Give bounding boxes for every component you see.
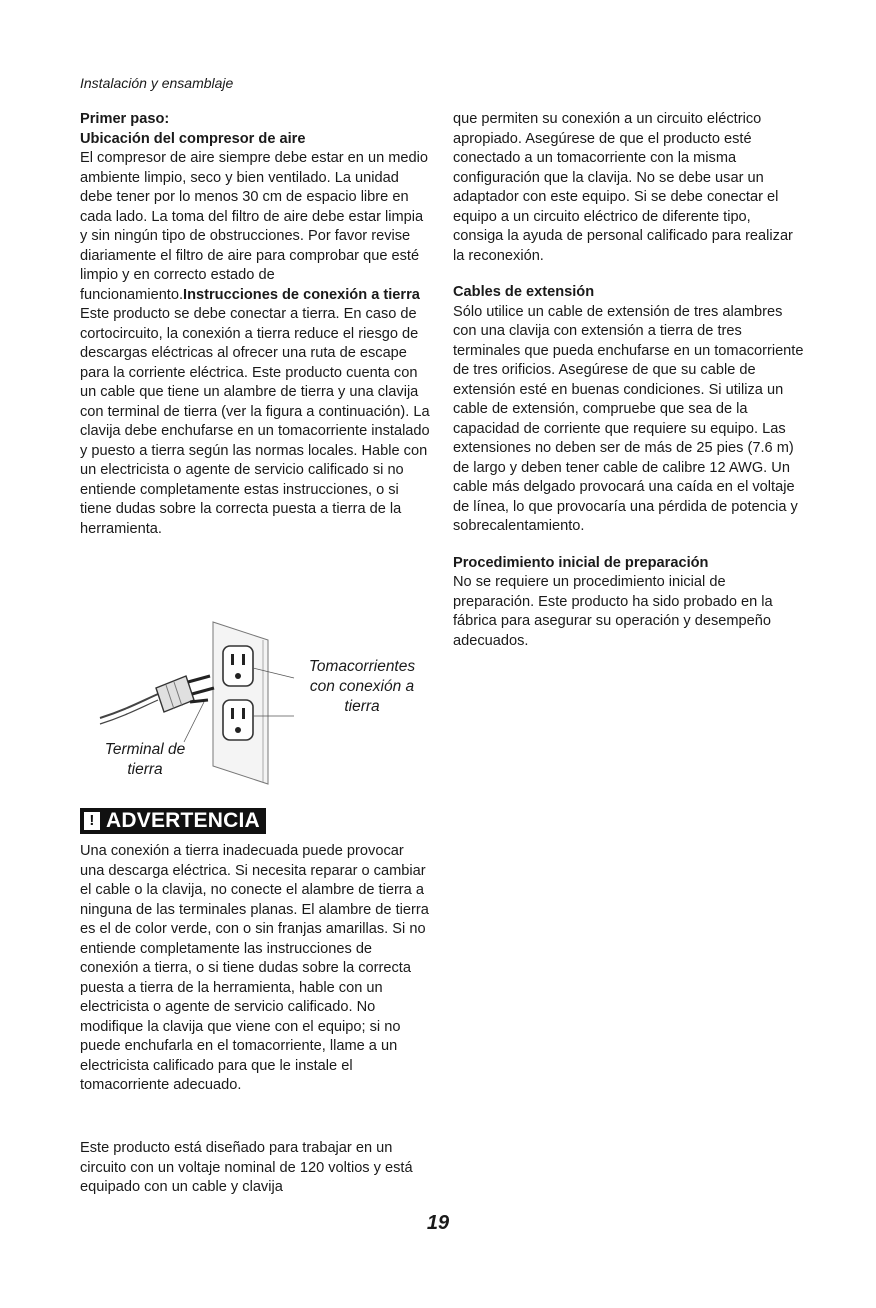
location-paragraph bbox=[80, 149, 432, 305]
outlet-label-line-1: Tomacorrientes bbox=[308, 658, 416, 675]
setup-heading: Procedimiento inicial de preparación bbox=[453, 554, 709, 571]
step-heading: Primer paso: bbox=[80, 111, 170, 127]
grounding-heading: Instrucciones de conexión a tierra bbox=[183, 286, 420, 303]
left-column bbox=[80, 110, 432, 539]
voltage-paragraph: Este producto está diseñado para trabajar en un circuito con un voltaje nominal de 120 voltios y está equipado con un cable y clavija bbox=[80, 1140, 413, 1195]
terminal-label-line-1: Terminal de bbox=[104, 741, 186, 758]
outlet-label-line-2: con conexión a bbox=[309, 678, 415, 695]
grounding-figure bbox=[80, 618, 432, 788]
extension-section bbox=[453, 283, 805, 537]
warning-body: Una conexión a tierra inadecuada puede provocar una descarga eléctrica. Si necesita reparar o cambiar el cable o la clavija, no conecte el alambre de tierra a ninguna de las terminales planas. El alambre de tierra es el de color verde, con o sin franjas amarillas. Si no entiende completamente las instrucciones de conexión a tierra, o si tiene dudas sobre la correcta puesta a tierra de la herramienta, hable con un electricista o agente de servicio calificado. No modifique la clavija que viene con el equipo; si no puede enchufarla en el tomacorriente, llame a un electricista calificado para que le instale el tomacorriente adecuado. bbox=[80, 843, 429, 1093]
outlet-label-line-3: tierra bbox=[344, 698, 380, 715]
setup-body: No se requiere un procedimiento inicial de preparación. Este producto ha sido probado en la fábrica para asegurar su operación y desempeño adecuados. bbox=[453, 574, 773, 649]
outlet-callout bbox=[292, 657, 432, 717]
warning-badge-label: ADVERTENCIA bbox=[106, 809, 260, 832]
section-header: Instalación y ensamblaje bbox=[80, 75, 234, 91]
extension-heading: Cables de extensión bbox=[453, 284, 595, 300]
warning-icon: ! bbox=[84, 812, 100, 830]
terminal-label-line-2: tierra bbox=[127, 761, 163, 778]
location-heading: Ubicación del compresor de aire bbox=[80, 130, 306, 147]
plug-continuation: que permiten su conexión a un circuito eléctrico apropiado. Asegúrese de que el producto esté conectado a un tomacorriente con la misma configuración que la clavija. No se debe usar un adaptador con este equipo. Si se debe conectar el equipo a un circuito eléctrico de diferente tipo, consiga la ayuda de personal calificado para realizar la reconexión. bbox=[453, 111, 793, 264]
extension-body: Sólo utilice un cable de extensión de tres alambres con una clavija con extensión a tierra de tres terminales que pueda enchufarse en un tomacorriente de tres orificios. Asegúrese de que su cable de extensión esté en buenas condiciones. Si utiliza un cable de extensión, compruebe que sea de la capacidad de corriente que requiere su equipo. Las extensiones no deben ser de más de 25 pies (7.6 m) de largo y deben tener cable de calibre 12 AWG. Un cable más delgado provocará una caída en el voltaje de línea, lo que provocaría una pérdida de potencia y sobrecalentamiento. bbox=[453, 303, 804, 534]
setup-section bbox=[453, 554, 805, 652]
warning-badge bbox=[80, 808, 266, 834]
location-body: El compresor de aire siempre debe estar en un medio ambiente limpio, seco y bien ventilado. La unidad debe tener por lo menos 30 cm de espacio libre en cada lado. La toma del filtro de aire debe estar limpia y sin ningún tipo de obstrucciones. Por favor revise diariamente el filtro de aire para comprobar que esté limpio y en correcto estado de funcionamiento. bbox=[80, 150, 428, 303]
terminal-callout bbox=[100, 740, 190, 780]
right-column bbox=[453, 110, 805, 651]
grounding-body: Este producto se debe conectar a tierra. En caso de cortocircuito, la conexión a tierra reduce el riesgo de descargas eléctricas al ofrecer una ruta de escape para la corriente eléctrica. Este producto cuenta con un cable que tiene un alambre de tierra y una clavija con terminal de tierra (ver la figura a continuación). La clavija debe enchufarse en un tomacorriente instalado y puesto a tierra según las normas locales. Hable con un electricista o agente de servicio calificado si no entiende completamente estas instrucciones, o si tiene dudas sobre la correcta puesta a tierra de la herramienta. bbox=[80, 306, 430, 537]
page-number: 19 bbox=[426, 1212, 450, 1234]
